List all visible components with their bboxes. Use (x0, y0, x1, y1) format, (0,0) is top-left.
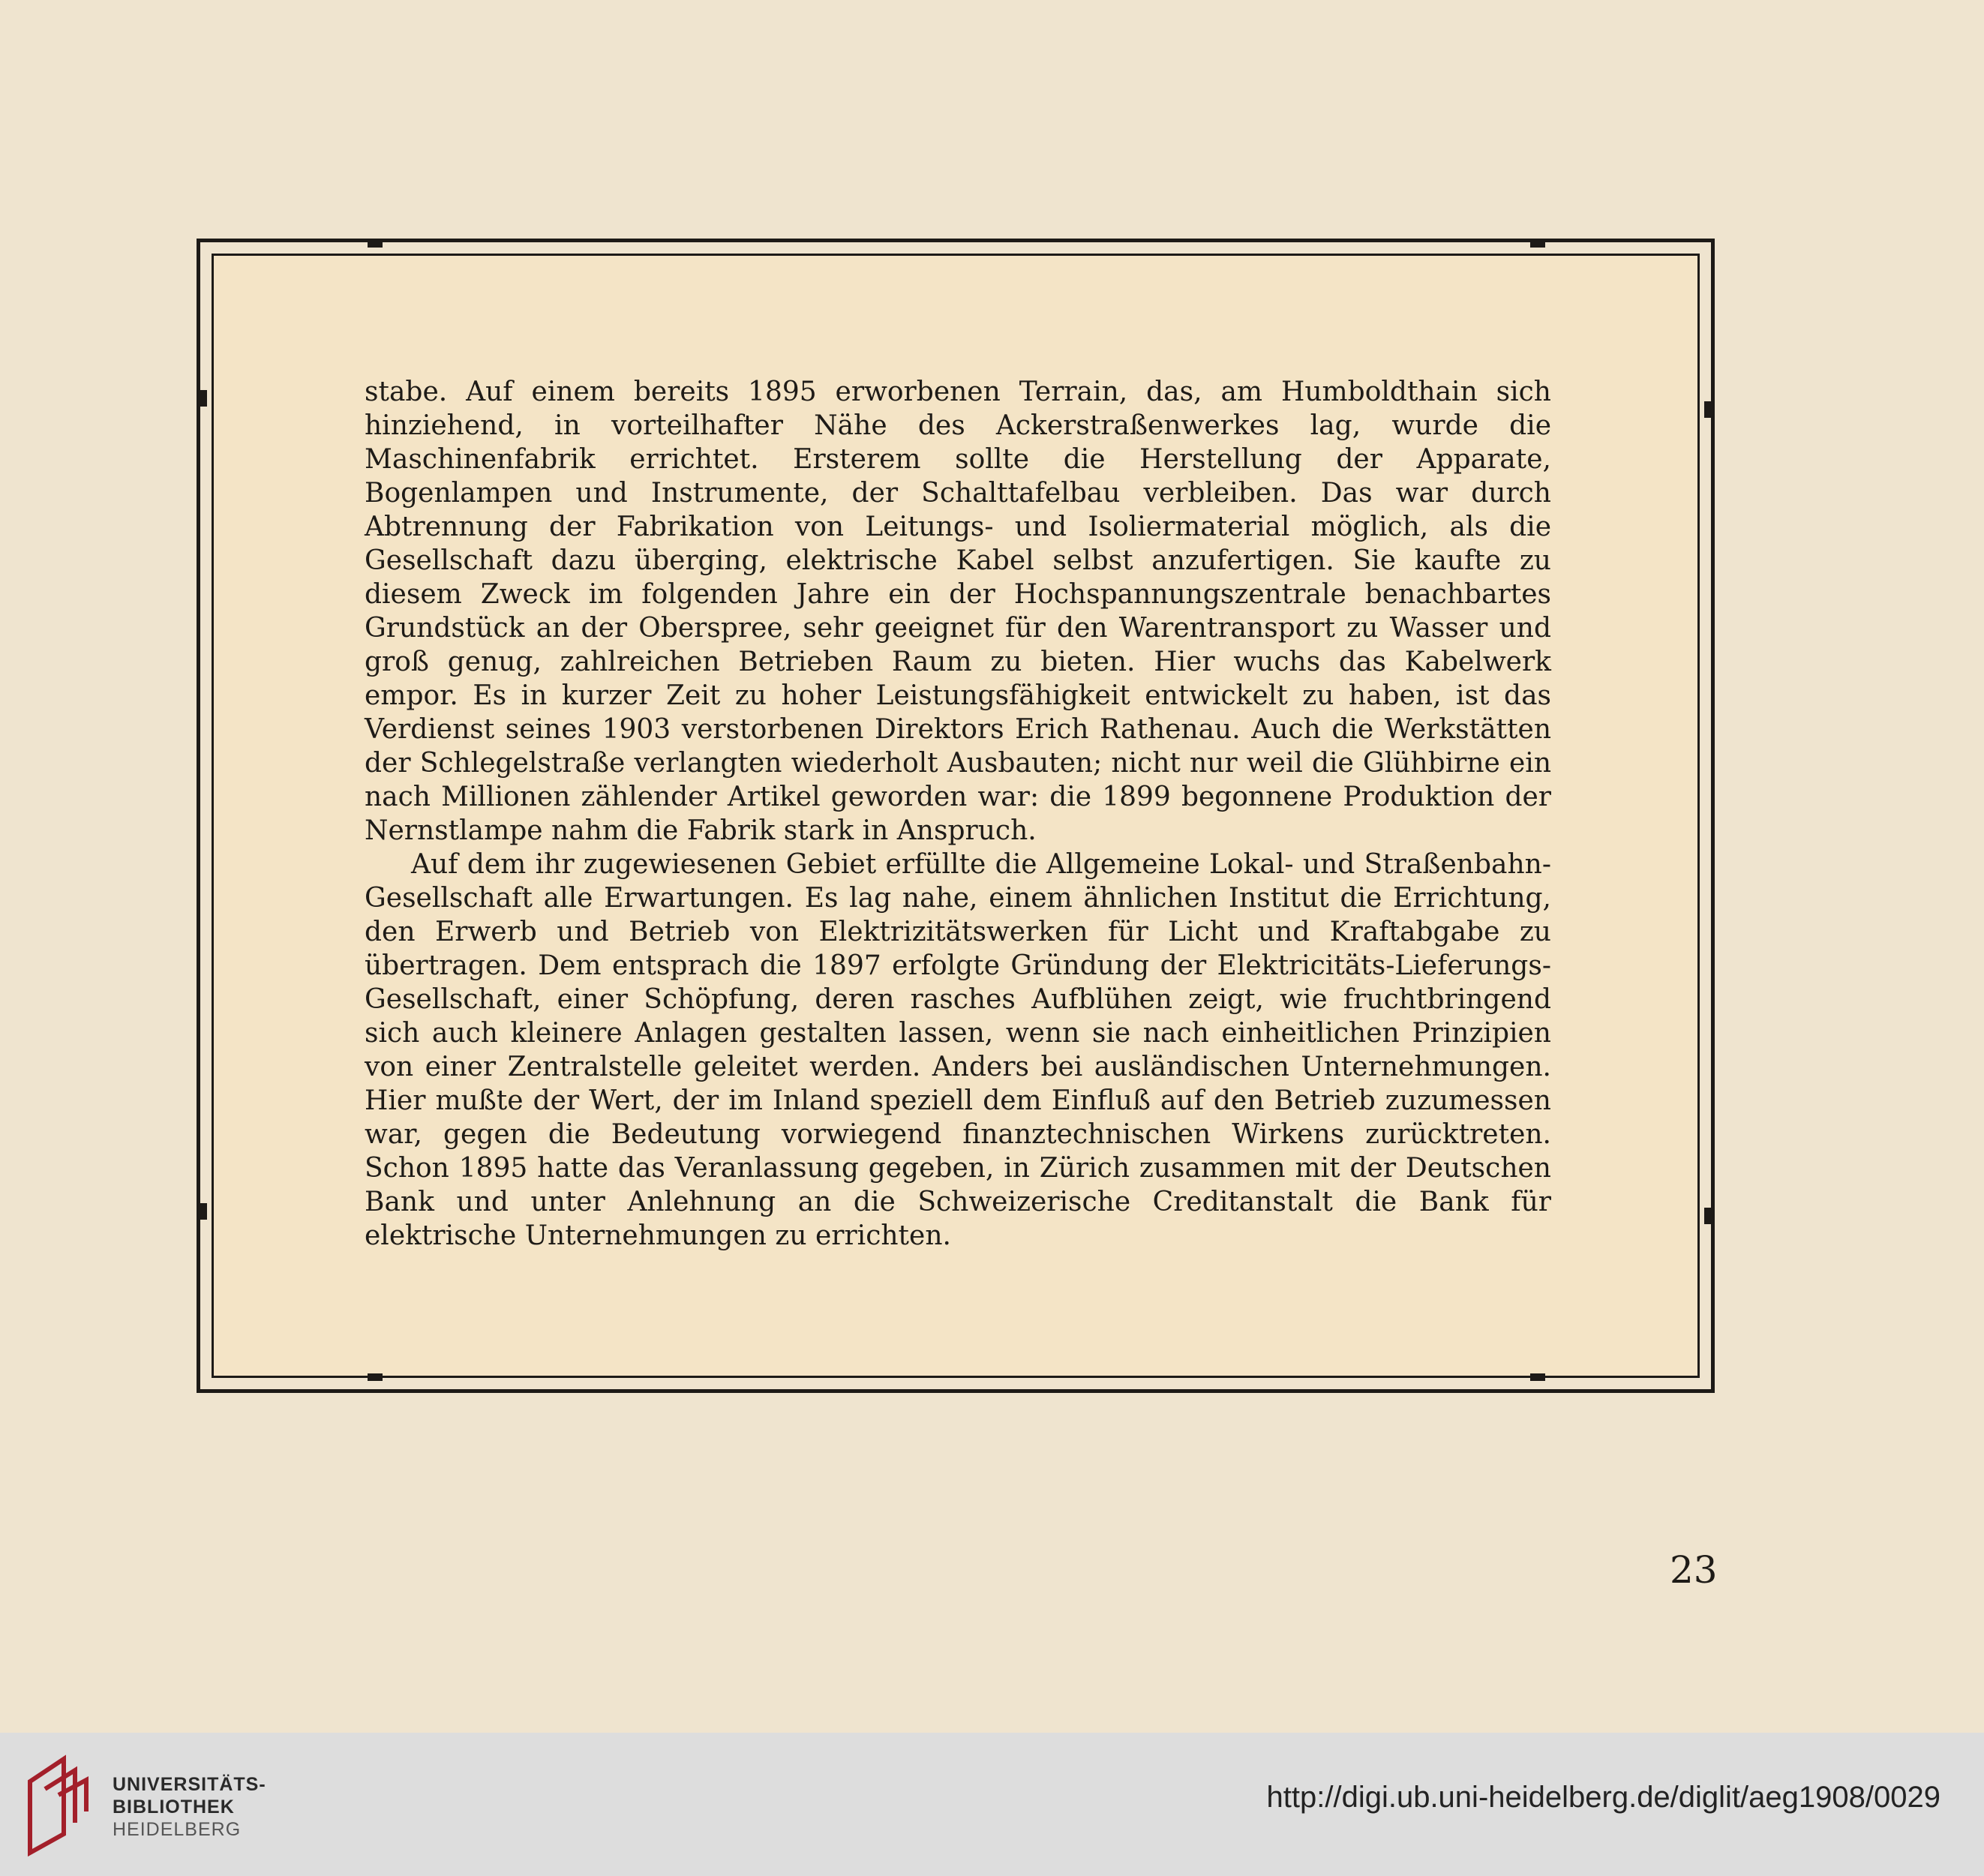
paragraph-1: stabe. Auf einem bereits 1895 erworbenen Terrain, das, am Humboldthain sich hinziehend, in vorteilhafter Nähe des Ackerstraßenwerkes lag, wurde die Maschinenfabrik errichtet. Ersterem sollte die Herstellung der Apparate, Bogenlampen und Instrumente, der Schalttafelbau verbleiben. Das war durch Abtrennung der Fabrikation von Leitungs- und Isoliermaterial möglich, als die Gesellschaft dazu überging, elektrische Kabel selbst anzufertigen. Sie kaufte zu diesem Zweck im folgenden Jahre ein der Hochspannungszentrale benachbartes Grundstück an der Oberspree, sehr geeignet für den Warentransport zu Wasser und groß genug, zahlreichen Betrieben Raum zu bieten. Hier wuchs das Kabelwerk empor. Es in kurzer Zeit zu hoher Leistungsfähigkeit entwickelt zu haben, ist das Verdienst seines 1903 verstorbenen Direktors Erich Rathenau. Auch die Werkstätten der Schlegelstraße verlangten wiederholt Ausbauten; nicht nur weil die Glühbirne ein nach Millionen zählender Artikel geworden war: die 1899 begonnene Produktion der Nernstlampe nahm die Fabrik stark in Anspruch. (365, 377, 1551, 846)
frame-ornament (1704, 401, 1712, 418)
library-name-line2: BIBLIOTHEK (113, 1796, 235, 1817)
frame-ornament (368, 1373, 383, 1381)
paragraph-2: Auf dem ihr zugewiesenen Gebiet erfüllte die Allgemeine Lokal- und Straßenbahn-Gesellschaft alle Erwartungen. Es lag nahe, einem ähnlichen Institut die Errichtung, den Erwerb und Betrieb von Elektrizitätswerken für Licht und Kraftabgabe zu übertragen. Dem entsprach die 1897 erfolgte Gründung der Elektricitäts-Lieferungs-Gesellschaft, einer Schöpfung, deren rasches Aufblühen zeigt, wie fruchtbringend sich auch kleinere Anlagen gestalten lassen, wenn sie nach einheitlichen Prinzipien von einer Zentralstelle geleitet werden. Anders bei ausländischen Unternehmungen. Hier mußte der Wert, der im Inland speziell dem Einfluß auf den Betrieb zuzumessen war, gegen die Bedeutung vorwiegend finanztechnischen Wirkens zurücktreten. Schon 1895 hatte das Veranlassung gegeben, in Zürich zusammen mit der Deutschen Bank und unter Anlehnung an die Schweizerische Creditanstalt die Bank für elektrische Unternehmungen zu errichten. (365, 849, 1551, 1251)
footer-bar (0, 1733, 1984, 1876)
frame-ornament (1704, 1208, 1712, 1224)
source-url-link[interactable]: http://digi.ub.uni-heidelberg.de/diglit/aeg1908/0029 (1266, 1781, 1940, 1814)
frame-ornament (1530, 240, 1545, 248)
body-text (365, 375, 1551, 1253)
frame-ornament (1530, 1373, 1545, 1381)
library-name-line3: HEIDELBERG (113, 1819, 242, 1840)
library-logo-icon (23, 1751, 113, 1856)
frame-ornament (200, 390, 207, 407)
frame-ornament (200, 1203, 207, 1220)
frame-ornament (368, 240, 383, 248)
page-number: 23 (1670, 1548, 1718, 1592)
library-name-line1: UNIVERSITÄTS- (113, 1774, 266, 1795)
library-name (113, 1773, 266, 1841)
